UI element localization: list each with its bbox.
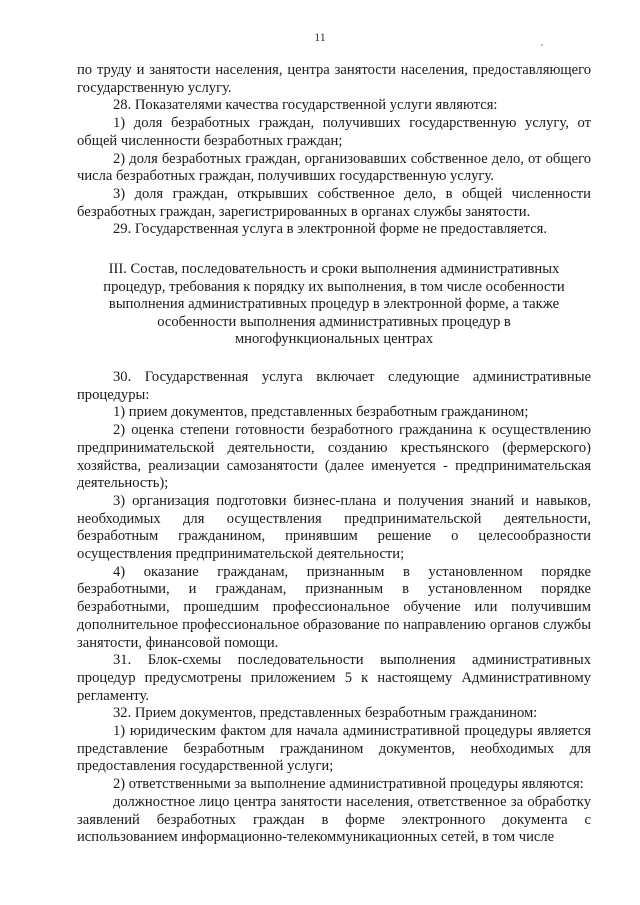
- paragraph-28-item-2: 2) доля безработных граждан, организовавших собственное дело, от общего числа безработных граждан, получивших государственную услугу.: [77, 150, 591, 185]
- paragraph-32-item-2: 2) ответственными за выполнение административной процедуры являются:: [113, 776, 584, 793]
- paragraph-32-item-1: 1) юридическим фактом для начала административной процедуры является представление безработным гражданином документов, необходимых для предоставления государственной услуги;: [77, 723, 591, 775]
- document-body: [77, 62, 591, 847]
- paragraph-30-item-1: 1) прием документов, представленных безработным гражданином;: [113, 404, 529, 421]
- page-number: 11: [314, 30, 326, 44]
- paragraph-30-item-4: 4) оказание гражданам, признанным в установленном порядке безработными, и гражданам, признанным в установленном порядке безработными, прошедшим профессиональное обучение или получившим дополнительное профессиональное образование по направлению органов службы занятости, финансовой помощи.: [77, 563, 591, 651]
- paragraph-29: 29. Государственная услуга в электронной форме не предоставляется.: [113, 221, 548, 238]
- section-heading: III. Состав, последовательность и сроки выполнения административных процедур, требования к порядку их выполнения, в том числе особенности выполнения административных процедур в электронной форме, а также особенности выполнения административных процедур в многофункциональных центрах: [103, 261, 565, 348]
- paragraph-30-item-2: 2) оценка степени готовности безработного гражданина к осуществлению предпринимательской деятельности, созданию крестьянского (фермерского) хозяйства, реализации самозанятости (далее именуется - предпринимательская деятельность);: [77, 422, 591, 492]
- paragraph-28: 28. Показателями качества государственной услуги являются:: [113, 97, 498, 114]
- paragraph-continuation: по труду и занятости населения, центра занятости населения, предоставляющего государственную услугу.: [77, 62, 591, 96]
- paragraph-30: 30. Государственная услуга включает следующие административные процедуры:: [77, 369, 591, 403]
- paragraph-30-item-3: 3) организация подготовки бизнес-плана и получения знаний и навыков, необходимых для осуществления предпринимательской деятельности, безработным гражданином, принявшим решение о целесообразности осуществления предпринимательской деятельности;: [77, 492, 591, 563]
- paragraph-28-item-3: 3) доля граждан, открывших собственное дело, в общей численности безработных граждан, зарегистрированных в органах службы занятости.: [77, 185, 591, 220]
- paragraph-32-responsible: должностное лицо центра занятости населения, ответственное за обработку заявлений безработных граждан в форме электронного документа с использованием информационно-телекоммуникационных сетей, в том числе: [77, 793, 591, 846]
- paragraph-31: 31. Блок-схемы последовательности выполнения административных процедур предусмотрены приложением 5 к настоящему Административному регламенту.: [77, 652, 591, 704]
- paragraph-32: 32. Прием документов, представленных безработным гражданином:: [113, 705, 538, 722]
- paragraph-28-item-1: 1) доля безработных граждан, получивших государственную услугу, от общей численности безработных граждан;: [77, 115, 591, 149]
- scan-speck: [541, 44, 543, 46]
